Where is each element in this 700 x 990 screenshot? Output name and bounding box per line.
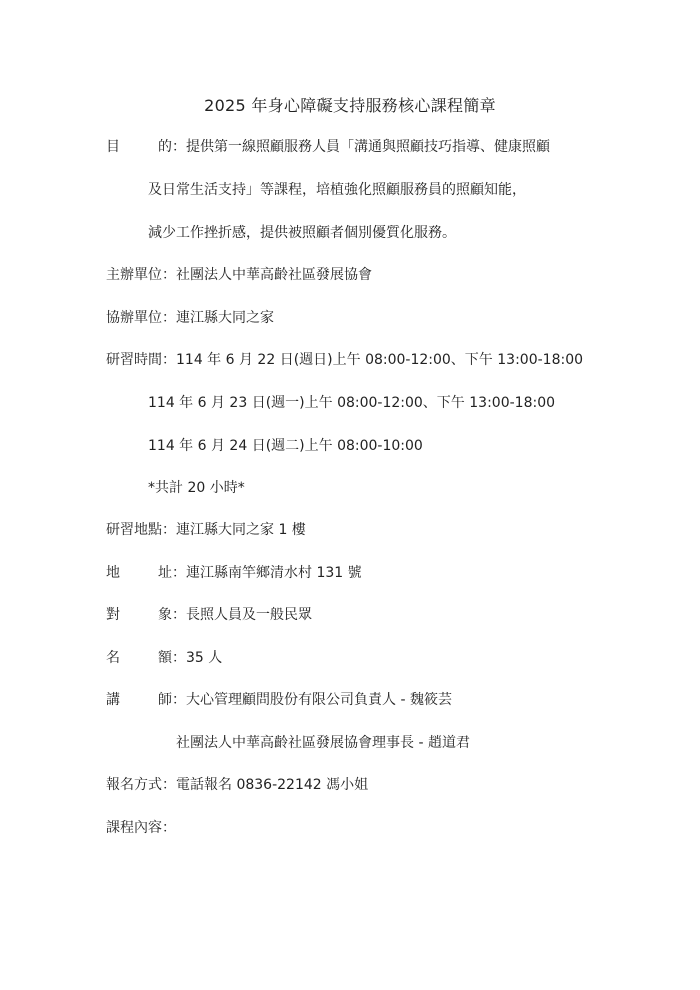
audience-label	[106, 605, 172, 625]
lecturers-row	[106, 690, 452, 710]
co-organizer-row	[106, 308, 274, 328]
schedule-sep: ：	[162, 352, 176, 368]
organizer-sep: ：	[162, 267, 176, 283]
purpose-row	[106, 137, 550, 157]
co-organizer-value: 連江縣大同之家	[176, 310, 274, 326]
co-organizer-label: 協辦單位	[106, 310, 162, 326]
purpose-label	[106, 137, 172, 157]
organizer-row	[106, 265, 372, 285]
purpose-line-2: 及日常生活支持」等課程，培植強化照顧服務員的照顧知能，	[148, 182, 526, 198]
registration-sep: ：	[162, 777, 176, 793]
quota-value: 35 人	[186, 650, 223, 666]
course-content-row	[106, 818, 176, 838]
quota-sep: ：	[172, 650, 186, 666]
purpose-line-1: 提供第一線照顧服務人員「溝通與照顧技巧指導、健康照顧	[186, 139, 550, 155]
schedule-line-2: 114 年 6 月 23 日(週一)上午 08:00-12:00、下午 13:00-18:00	[148, 395, 556, 411]
audience-row	[106, 605, 312, 625]
registration-row	[106, 775, 368, 795]
co-organizer-sep: ：	[162, 310, 176, 326]
purpose-sep: ：	[172, 139, 186, 155]
course-content-sep: ：	[162, 820, 176, 836]
address-sep: ：	[172, 565, 186, 581]
address-label-a: 地	[106, 565, 120, 581]
registration-value: 電話報名 0836-22142 馮小姐	[176, 777, 369, 793]
quota-row	[106, 648, 222, 668]
venue-value: 連江縣大同之家 1 樓	[176, 522, 306, 538]
purpose-label-b: 的	[158, 139, 172, 155]
venue-row	[106, 520, 306, 540]
organizer-label: 主辦單位	[106, 267, 162, 283]
quota-label-a: 名	[106, 650, 120, 666]
lecturer-1: 大心管理顧問股份有限公司負責人 - 魏筱芸	[186, 692, 452, 708]
purpose-line-3: 減少工作挫折感，提供被照顧者個別優質化服務。	[148, 225, 456, 241]
address-label-b: 址	[158, 565, 172, 581]
lecturers-label-b: 師	[158, 692, 172, 708]
audience-label-a: 對	[106, 607, 120, 623]
schedule-total: *共計 20 小時*	[148, 480, 245, 496]
schedule-row	[106, 350, 583, 370]
venue-sep: ：	[162, 522, 176, 538]
lecturers-sep: ：	[172, 692, 186, 708]
schedule-line-1: 114 年 6 月 22 日(週日)上午 08:00-12:00、下午 13:00-18:00	[176, 352, 584, 368]
audience-label-b: 象	[158, 607, 172, 623]
address-row	[106, 563, 362, 583]
organizer-value: 社團法人中華高齡社區發展協會	[176, 267, 372, 283]
address-value: 連江縣南竿鄉清水村 131 號	[186, 565, 362, 581]
page-title: 2025 年身心障礙支持服務核心課程簡章	[204, 96, 496, 115]
schedule-label: 研習時間	[106, 352, 162, 368]
quota-label-b: 額	[158, 650, 172, 666]
audience-sep: ：	[172, 607, 186, 623]
quota-label	[106, 648, 172, 668]
audience-value: 長照人員及一般民眾	[186, 607, 312, 623]
lecturers-label-a: 講	[106, 692, 120, 708]
course-content-label: 課程內容	[106, 820, 162, 836]
lecturers-label	[106, 690, 172, 710]
purpose-label-a: 目	[106, 139, 120, 155]
address-label	[106, 563, 172, 583]
lecturer-2: 社團法人中華高齡社區發展協會理事長 - 趙道君	[176, 735, 470, 751]
venue-label: 研習地點	[106, 522, 162, 538]
schedule-line-3: 114 年 6 月 24 日(週二)上午 08:00-10:00	[148, 438, 423, 454]
registration-label: 報名方式	[106, 777, 162, 793]
